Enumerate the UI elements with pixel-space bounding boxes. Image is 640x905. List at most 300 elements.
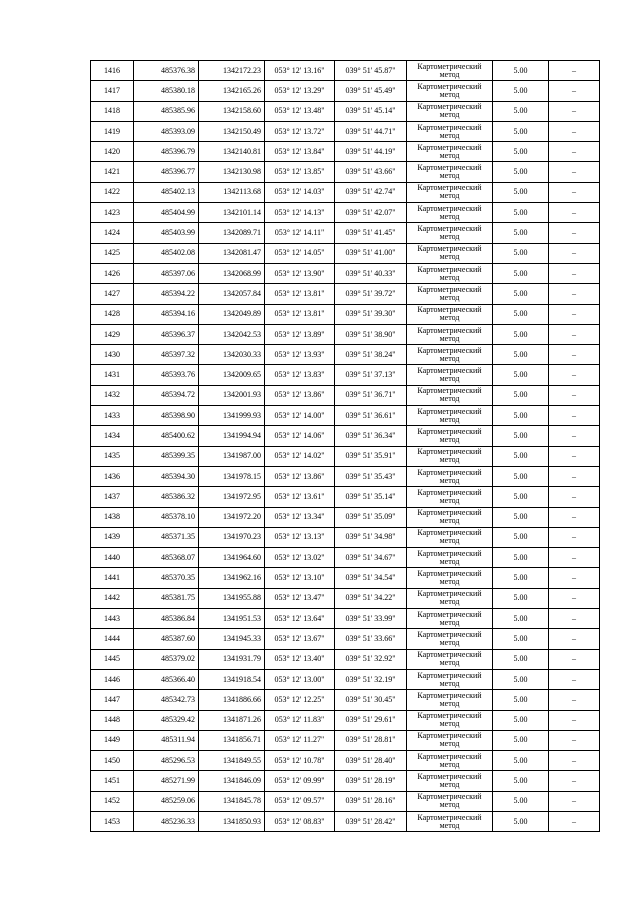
accuracy-cell: 5.00 [493,548,549,568]
method-cell: Картометрический метод [407,101,493,121]
dash-cell: – [549,81,600,101]
accuracy-cell: 5.00 [493,751,549,771]
longitude-cell: 039° 51' 33.66" [335,629,407,649]
method-cell: Картометрический метод [407,182,493,202]
y-coordinate-cell: 1341856.71 [199,730,265,750]
latitude-cell: 053° 12' 13.47" [265,588,335,608]
y-coordinate-cell: 1341970.23 [199,527,265,547]
y-coordinate-cell: 1342042.53 [199,324,265,344]
method-cell: Картометрический метод [407,487,493,507]
y-coordinate-cell: 1341849.55 [199,751,265,771]
point-number-cell: 1427 [91,284,134,304]
longitude-cell: 039° 51' 35.14" [335,487,407,507]
point-number-cell: 1443 [91,609,134,629]
longitude-cell: 039° 51' 45.14" [335,101,407,121]
point-number-cell: 1451 [91,771,134,791]
x-coordinate-cell: 485380.18 [134,81,199,101]
table-row [91,162,600,182]
table-row [91,751,600,771]
latitude-cell: 053° 12' 14.06" [265,426,335,446]
accuracy-cell: 5.00 [493,669,549,689]
y-coordinate-cell: 1342150.49 [199,121,265,141]
x-coordinate-cell: 485397.06 [134,263,199,283]
accuracy-cell: 5.00 [493,81,549,101]
longitude-cell: 039° 51' 35.43" [335,466,407,486]
table-row [91,324,600,344]
latitude-cell: 053° 12' 13.16" [265,61,335,81]
method-cell: Картометрический метод [407,588,493,608]
longitude-cell: 039° 51' 40.33" [335,263,407,283]
longitude-cell: 039° 51' 32.92" [335,649,407,669]
x-coordinate-cell: 485370.35 [134,568,199,588]
longitude-cell: 039° 51' 28.40" [335,751,407,771]
table-row [91,730,600,750]
method-cell: Картометрический метод [407,527,493,547]
point-number-cell: 1436 [91,466,134,486]
latitude-cell: 053° 12' 13.81" [265,284,335,304]
accuracy-cell: 5.00 [493,304,549,324]
longitude-cell: 039° 51' 39.72" [335,284,407,304]
accuracy-cell: 5.00 [493,527,549,547]
accuracy-cell: 5.00 [493,365,549,385]
accuracy-cell: 5.00 [493,223,549,243]
x-coordinate-cell: 485387.60 [134,629,199,649]
x-coordinate-cell: 485386.32 [134,487,199,507]
point-number-cell: 1416 [91,61,134,81]
point-number-cell: 1428 [91,304,134,324]
table-row [91,121,600,141]
method-cell: Картометрический метод [407,710,493,730]
y-coordinate-cell: 1341978.15 [199,466,265,486]
latitude-cell: 053° 12' 13.29" [265,81,335,101]
table-row [91,385,600,405]
accuracy-cell: 5.00 [493,568,549,588]
latitude-cell: 053° 12' 11.83" [265,710,335,730]
x-coordinate-cell: 485381.75 [134,588,199,608]
y-coordinate-cell: 1341846.09 [199,771,265,791]
latitude-cell: 053° 12' 14.11" [265,223,335,243]
dash-cell: – [549,365,600,385]
longitude-cell: 039° 51' 42.07" [335,203,407,223]
table-row [91,548,600,568]
y-coordinate-cell: 1341972.20 [199,507,265,527]
y-coordinate-cell: 1342113.68 [199,182,265,202]
longitude-cell: 039° 51' 44.19" [335,142,407,162]
point-number-cell: 1446 [91,669,134,689]
latitude-cell: 053° 12' 13.84" [265,142,335,162]
longitude-cell: 039° 51' 35.09" [335,507,407,527]
accuracy-cell: 5.00 [493,142,549,162]
longitude-cell: 039° 51' 45.87" [335,61,407,81]
longitude-cell: 039° 51' 34.98" [335,527,407,547]
dash-cell: – [549,426,600,446]
method-cell: Картометрический метод [407,730,493,750]
point-number-cell: 1430 [91,345,134,365]
dash-cell: – [549,203,600,223]
dash-cell: – [549,710,600,730]
method-cell: Картометрический метод [407,223,493,243]
dash-cell: – [549,771,600,791]
method-cell: Картометрический метод [407,507,493,527]
dash-cell: – [549,284,600,304]
method-cell: Картометрический метод [407,203,493,223]
table-row [91,142,600,162]
point-number-cell: 1450 [91,751,134,771]
x-coordinate-cell: 485376.38 [134,61,199,81]
longitude-cell: 039° 51' 28.16" [335,791,407,811]
x-coordinate-cell: 485259.06 [134,791,199,811]
dash-cell: – [549,446,600,466]
table-row [91,203,600,223]
point-number-cell: 1419 [91,121,134,141]
longitude-cell: 039° 51' 37.13" [335,365,407,385]
method-cell: Картометрический метод [407,61,493,81]
table-row [91,487,600,507]
latitude-cell: 053° 12' 13.10" [265,568,335,588]
y-coordinate-cell: 1341994.94 [199,426,265,446]
accuracy-cell: 5.00 [493,609,549,629]
table-row [91,568,600,588]
longitude-cell: 039° 51' 29.61" [335,710,407,730]
table-row [91,690,600,710]
latitude-cell: 053° 12' 13.64" [265,609,335,629]
accuracy-cell: 5.00 [493,466,549,486]
x-coordinate-cell: 485396.77 [134,162,199,182]
table-row [91,609,600,629]
point-number-cell: 1453 [91,811,134,831]
latitude-cell: 053° 12' 14.05" [265,243,335,263]
y-coordinate-cell: 1341918.54 [199,669,265,689]
y-coordinate-cell: 1341845.78 [199,791,265,811]
point-number-cell: 1447 [91,690,134,710]
dash-cell: – [549,385,600,405]
point-number-cell: 1439 [91,527,134,547]
table-row [91,771,600,791]
y-coordinate-cell: 1341945.33 [199,629,265,649]
table-row [91,649,600,669]
dash-cell: – [549,649,600,669]
point-number-cell: 1435 [91,446,134,466]
latitude-cell: 053° 12' 13.90" [265,263,335,283]
y-coordinate-cell: 1341951.53 [199,609,265,629]
accuracy-cell: 5.00 [493,690,549,710]
accuracy-cell: 5.00 [493,629,549,649]
x-coordinate-cell: 485296.53 [134,751,199,771]
x-coordinate-cell: 485342.73 [134,690,199,710]
longitude-cell: 039° 51' 32.19" [335,669,407,689]
latitude-cell: 053° 12' 14.13" [265,203,335,223]
x-coordinate-cell: 485393.76 [134,365,199,385]
x-coordinate-cell: 485394.30 [134,466,199,486]
method-cell: Картометрический метод [407,142,493,162]
method-cell: Картометрический метод [407,385,493,405]
longitude-cell: 039° 51' 30.45" [335,690,407,710]
table-row [91,304,600,324]
dash-cell: – [549,142,600,162]
latitude-cell: 053° 12' 10.78" [265,751,335,771]
dash-cell: – [549,324,600,344]
latitude-cell: 053° 12' 13.00" [265,669,335,689]
table-row [91,182,600,202]
method-cell: Картометрический метод [407,568,493,588]
x-coordinate-cell: 485394.16 [134,304,199,324]
longitude-cell: 039° 51' 36.61" [335,406,407,426]
method-cell: Картометрический метод [407,629,493,649]
method-cell: Картометрический метод [407,81,493,101]
latitude-cell: 053° 12' 13.40" [265,649,335,669]
x-coordinate-cell: 485329.42 [134,710,199,730]
table-row [91,101,600,121]
longitude-cell: 039° 51' 38.90" [335,324,407,344]
x-coordinate-cell: 485398.90 [134,406,199,426]
y-coordinate-cell: 1342030.33 [199,345,265,365]
x-coordinate-cell: 485271.99 [134,771,199,791]
longitude-cell: 039° 51' 41.00" [335,243,407,263]
table-body [91,61,600,832]
table-row [91,588,600,608]
table-row [91,406,600,426]
table-row [91,365,600,385]
coordinates-table [90,60,600,832]
latitude-cell: 053° 12' 13.61" [265,487,335,507]
dash-cell: – [549,345,600,365]
x-coordinate-cell: 485236.33 [134,811,199,831]
dash-cell: – [549,588,600,608]
latitude-cell: 053° 12' 14.00" [265,406,335,426]
dash-cell: – [549,182,600,202]
latitude-cell: 053° 12' 13.85" [265,162,335,182]
accuracy-cell: 5.00 [493,284,549,304]
point-number-cell: 1423 [91,203,134,223]
table-row [91,426,600,446]
x-coordinate-cell: 485366.40 [134,669,199,689]
latitude-cell: 053° 12' 14.02" [265,446,335,466]
point-number-cell: 1433 [91,406,134,426]
latitude-cell: 053° 12' 14.03" [265,182,335,202]
accuracy-cell: 5.00 [493,61,549,81]
method-cell: Картометрический метод [407,751,493,771]
method-cell: Картометрический метод [407,548,493,568]
x-coordinate-cell: 485386.84 [134,609,199,629]
y-coordinate-cell: 1341871.26 [199,710,265,730]
point-number-cell: 1442 [91,588,134,608]
latitude-cell: 053° 12' 13.83" [265,365,335,385]
accuracy-cell: 5.00 [493,588,549,608]
method-cell: Картометрический метод [407,263,493,283]
table-row [91,243,600,263]
latitude-cell: 053° 12' 13.48" [265,101,335,121]
latitude-cell: 053° 12' 09.99" [265,771,335,791]
dash-cell: – [549,669,600,689]
point-number-cell: 1440 [91,548,134,568]
table-row [91,669,600,689]
method-cell: Картометрический метод [407,690,493,710]
x-coordinate-cell: 485402.08 [134,243,199,263]
longitude-cell: 039° 51' 39.30" [335,304,407,324]
latitude-cell: 053° 12' 13.67" [265,629,335,649]
dash-cell: – [549,406,600,426]
longitude-cell: 039° 51' 41.45" [335,223,407,243]
point-number-cell: 1426 [91,263,134,283]
latitude-cell: 053° 12' 08.83" [265,811,335,831]
table-row [91,710,600,730]
table-row [91,466,600,486]
table-row [91,446,600,466]
method-cell: Картометрический метод [407,609,493,629]
x-coordinate-cell: 485399.35 [134,446,199,466]
x-coordinate-cell: 485404.99 [134,203,199,223]
y-coordinate-cell: 1342081.47 [199,243,265,263]
table-row [91,223,600,243]
y-coordinate-cell: 1341999.93 [199,406,265,426]
x-coordinate-cell: 485385.96 [134,101,199,121]
longitude-cell: 039° 51' 34.67" [335,548,407,568]
table-row [91,507,600,527]
accuracy-cell: 5.00 [493,710,549,730]
accuracy-cell: 5.00 [493,507,549,527]
accuracy-cell: 5.00 [493,791,549,811]
dash-cell: – [549,751,600,771]
table-row [91,81,600,101]
point-number-cell: 1434 [91,426,134,446]
method-cell: Картометрический метод [407,649,493,669]
dash-cell: – [549,263,600,283]
point-number-cell: 1421 [91,162,134,182]
dash-cell: – [549,162,600,182]
latitude-cell: 053° 12' 11.27" [265,730,335,750]
method-cell: Картометрический метод [407,121,493,141]
latitude-cell: 053° 12' 13.34" [265,507,335,527]
latitude-cell: 053° 12' 09.57" [265,791,335,811]
dash-cell: – [549,548,600,568]
y-coordinate-cell: 1341962.16 [199,568,265,588]
x-coordinate-cell: 485403.99 [134,223,199,243]
latitude-cell: 053° 12' 12.25" [265,690,335,710]
method-cell: Картометрический метод [407,669,493,689]
x-coordinate-cell: 485393.09 [134,121,199,141]
point-number-cell: 1424 [91,223,134,243]
method-cell: Картометрический метод [407,791,493,811]
method-cell: Картометрический метод [407,243,493,263]
method-cell: Картометрический метод [407,446,493,466]
accuracy-cell: 5.00 [493,385,549,405]
dash-cell: – [549,629,600,649]
x-coordinate-cell: 485378.10 [134,507,199,527]
accuracy-cell: 5.00 [493,345,549,365]
latitude-cell: 053° 12' 13.81" [265,304,335,324]
y-coordinate-cell: 1342049.89 [199,304,265,324]
y-coordinate-cell: 1342130.98 [199,162,265,182]
y-coordinate-cell: 1341850.93 [199,811,265,831]
table-row [91,629,600,649]
method-cell: Картометрический метод [407,406,493,426]
y-coordinate-cell: 1341886.66 [199,690,265,710]
longitude-cell: 039° 51' 44.71" [335,121,407,141]
method-cell: Картометрический метод [407,162,493,182]
accuracy-cell: 5.00 [493,162,549,182]
dash-cell: – [549,304,600,324]
y-coordinate-cell: 1342172.23 [199,61,265,81]
latitude-cell: 053° 12' 13.13" [265,527,335,547]
x-coordinate-cell: 485394.72 [134,385,199,405]
x-coordinate-cell: 485394.22 [134,284,199,304]
method-cell: Картометрический метод [407,324,493,344]
y-coordinate-cell: 1341972.95 [199,487,265,507]
table-row [91,61,600,81]
dash-cell: – [549,223,600,243]
y-coordinate-cell: 1342158.60 [199,101,265,121]
accuracy-cell: 5.00 [493,406,549,426]
accuracy-cell: 5.00 [493,426,549,446]
dash-cell: – [549,791,600,811]
method-cell: Картометрический метод [407,466,493,486]
x-coordinate-cell: 485396.37 [134,324,199,344]
accuracy-cell: 5.00 [493,121,549,141]
y-coordinate-cell: 1342068.99 [199,263,265,283]
point-number-cell: 1448 [91,710,134,730]
table-row [91,345,600,365]
longitude-cell: 039° 51' 42.74" [335,182,407,202]
point-number-cell: 1422 [91,182,134,202]
latitude-cell: 053° 12' 13.02" [265,548,335,568]
point-number-cell: 1452 [91,791,134,811]
table-row [91,527,600,547]
x-coordinate-cell: 485371.35 [134,527,199,547]
accuracy-cell: 5.00 [493,771,549,791]
dash-cell: – [549,121,600,141]
y-coordinate-cell: 1342165.26 [199,81,265,101]
y-coordinate-cell: 1341955.88 [199,588,265,608]
longitude-cell: 039° 51' 34.54" [335,568,407,588]
accuracy-cell: 5.00 [493,182,549,202]
point-number-cell: 1431 [91,365,134,385]
table-row [91,284,600,304]
longitude-cell: 039° 51' 36.34" [335,426,407,446]
point-number-cell: 1420 [91,142,134,162]
dash-cell: – [549,487,600,507]
dash-cell: – [549,243,600,263]
dash-cell: – [549,609,600,629]
dash-cell: – [549,811,600,831]
x-coordinate-cell: 485368.07 [134,548,199,568]
table-row [91,263,600,283]
dash-cell: – [549,466,600,486]
y-coordinate-cell: 1342009.65 [199,365,265,385]
x-coordinate-cell: 485379.02 [134,649,199,669]
longitude-cell: 039° 51' 43.66" [335,162,407,182]
longitude-cell: 039° 51' 45.49" [335,81,407,101]
accuracy-cell: 5.00 [493,446,549,466]
method-cell: Картометрический метод [407,365,493,385]
point-number-cell: 1425 [91,243,134,263]
dash-cell: – [549,568,600,588]
latitude-cell: 053° 12' 13.86" [265,466,335,486]
table-row [91,791,600,811]
point-number-cell: 1444 [91,629,134,649]
latitude-cell: 053° 12' 13.93" [265,345,335,365]
y-coordinate-cell: 1342101.14 [199,203,265,223]
accuracy-cell: 5.00 [493,730,549,750]
longitude-cell: 039° 51' 28.19" [335,771,407,791]
y-coordinate-cell: 1342089.71 [199,223,265,243]
y-coordinate-cell: 1341931.79 [199,649,265,669]
x-coordinate-cell: 485400.62 [134,426,199,446]
y-coordinate-cell: 1342001.93 [199,385,265,405]
longitude-cell: 039° 51' 33.99" [335,609,407,629]
method-cell: Картометрический метод [407,811,493,831]
method-cell: Картометрический метод [407,284,493,304]
point-number-cell: 1437 [91,487,134,507]
